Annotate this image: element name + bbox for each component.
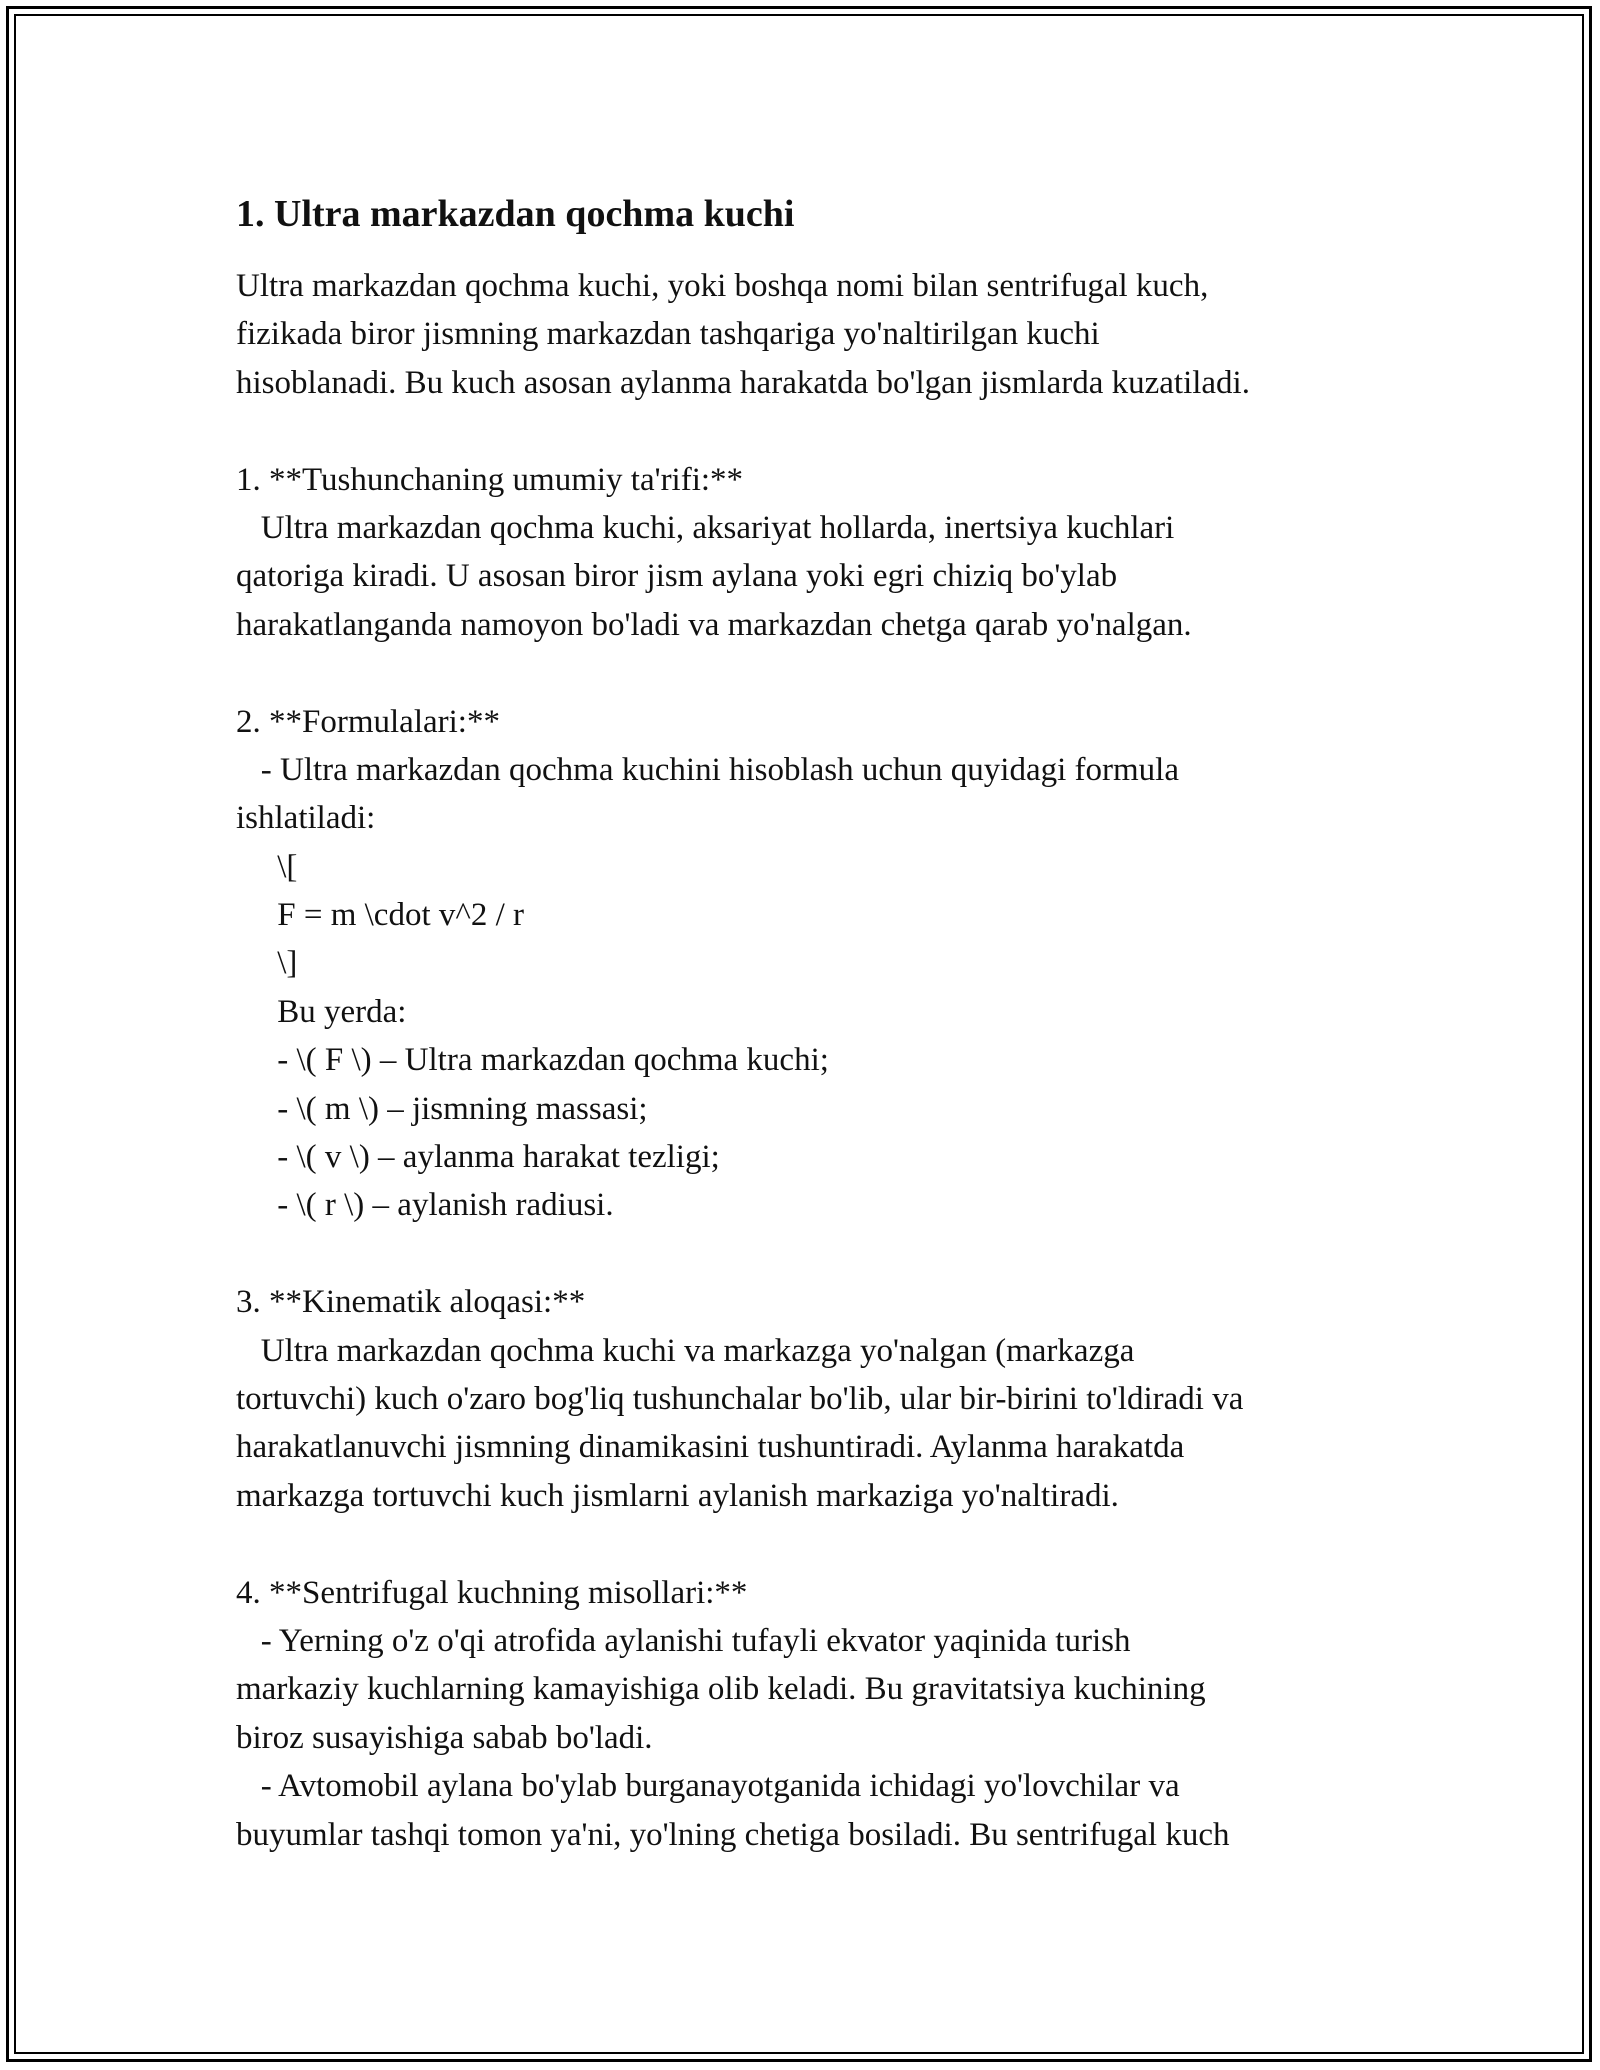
text-line: hisoblanadi. Bu kuch asosan aylanma harakatda bo'lgan jismlarda kuzatiladi. [236, 364, 1250, 401]
text-line: Ultra markazdan qochma kuchi, yoki boshqa nomi bilan sentrifugal kuch, [236, 268, 1209, 304]
text-line: 3. **Kinematik aloqasi:** [236, 1284, 586, 1321]
text-line: - \( v \) – aylanma harakat tezligi; [236, 1139, 720, 1176]
blank-line [236, 1520, 1396, 1568]
text-line: markaziy kuchlarning kamayishiga olib keladi. Bu gravitatsiya kuchining [236, 1671, 1206, 1708]
text-line: 1. **Tushunchaning umumiy ta'rifi:** [236, 461, 744, 498]
text-line: - \( F \) – Ultra markazdan qochma kuchi; [236, 1042, 829, 1079]
text-line: ishlatiladi: [236, 800, 376, 837]
text-line: - \( r \) – aylanish radiusi. [236, 1187, 614, 1224]
text-line: - \( m \) – jismning massasi; [236, 1090, 648, 1127]
text-line: Bu yerda: [236, 993, 407, 1030]
blank-line [236, 1230, 1396, 1278]
text-line: markazga tortuvchi kuch jismlarni aylanish markaziga yo'naltiradi. [236, 1477, 1119, 1514]
text-line: - Avtomobil aylana bo'ylab burganayotganida ichidagi yo'lovchilar va [236, 1768, 1180, 1805]
blank-line [236, 649, 1396, 697]
text-line: harakatlanuvchi jismning dinamikasini tushuntiradi. Aylanma harakatda [236, 1429, 1185, 1466]
text-line: buyumlar tashqi tomon ya'ni, yo'lning chetiga bosiladi. Bu sentrifugal kuch [236, 1816, 1230, 1853]
text-line: Ultra markazdan qochma kuchi va markazga yo'nalgan (markazga [236, 1332, 1135, 1369]
text-line: \[ [236, 848, 298, 885]
text-line: Ultra markazdan qochma kuchi, aksariyat hollarda, inertsiya kuchlari [236, 509, 1175, 546]
document-text [236, 262, 1396, 1859]
text-line: F = m \cdot v^2 / r [236, 897, 525, 934]
blank-line [236, 407, 1396, 455]
text-line: fizikada biror jismning markazdan tashqariga yo'naltirilgan kuchi [236, 316, 1100, 353]
document-body [236, 186, 1396, 1859]
text-line: \] [236, 945, 298, 982]
text-line: qatoriga kiradi. U asosan biror jism aylana yoki egri chiziq bo'ylab [236, 558, 1118, 595]
text-line: tortuvchi) kuch o'zaro bog'liq tushunchalar bo'lib, ular bir-birini to'ldiradi va [236, 1380, 1244, 1417]
text-line: biroz susayishiga sabab bo'ladi. [236, 1719, 653, 1756]
text-line: 4. **Sentrifugal kuchning misollari:** [236, 1574, 748, 1611]
text-line: - Ultra markazdan qochma kuchini hisoblash uchun quyidagi formula [236, 751, 1179, 788]
text-line: - Yerning o'z o'qi atrofida aylanishi tufayli ekvator yaqinida turish [236, 1622, 1131, 1659]
text-line: harakatlanganda namoyon bo'ladi va markazdan chetga qarab yo'nalgan. [236, 606, 1192, 643]
document-title: 1. Ultra markazdan qochma kuchi [236, 193, 795, 235]
text-line: 2. **Formulalari:** [236, 703, 500, 740]
